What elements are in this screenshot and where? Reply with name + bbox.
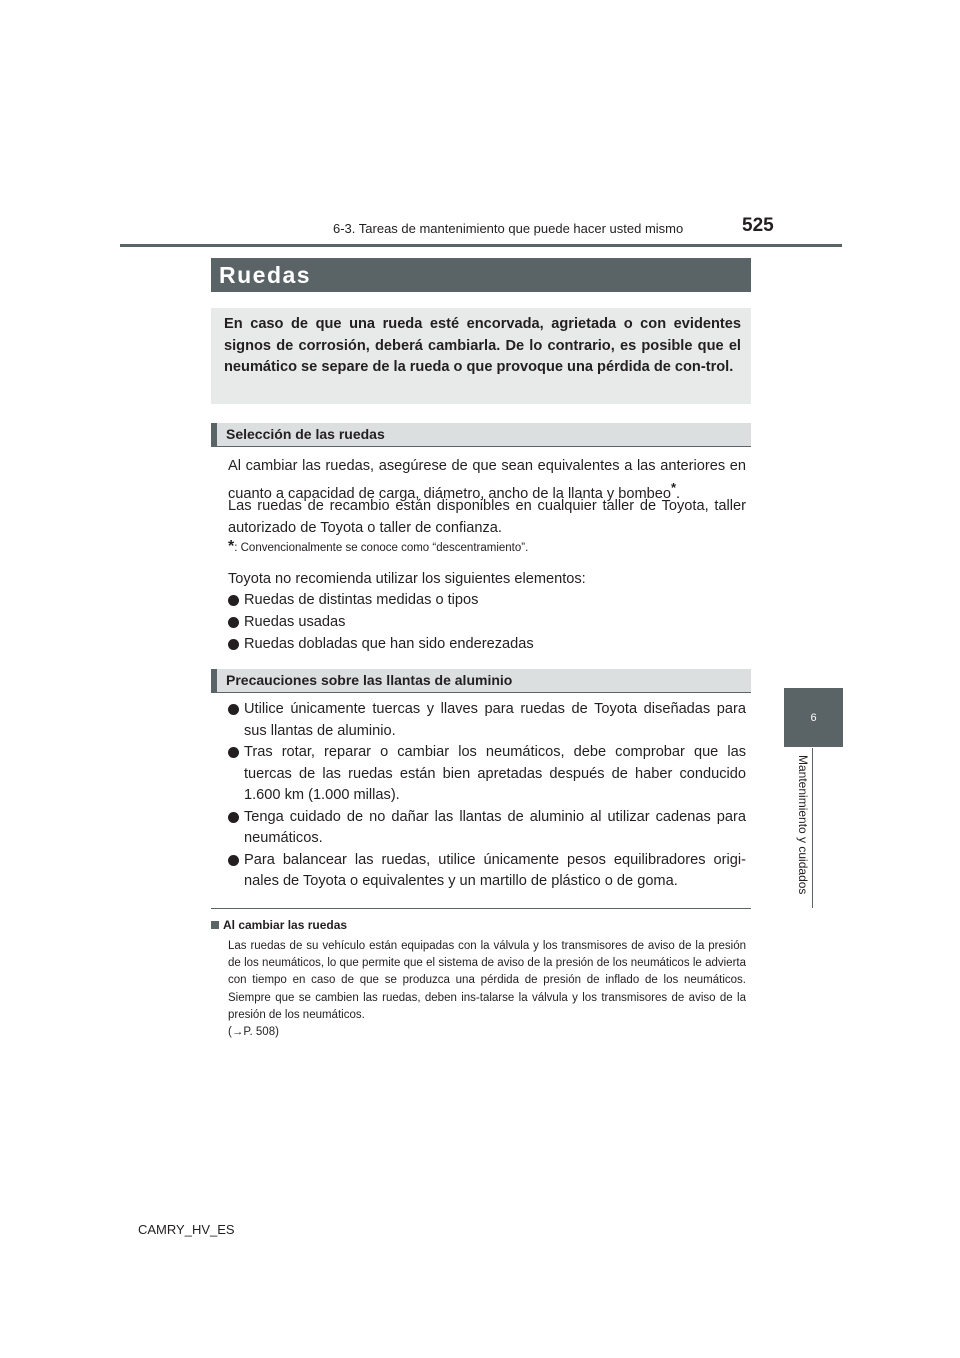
footnote-asterisk: *	[228, 538, 235, 555]
list-item-text: Para balancear las ruedas, utilice únicamente pesos equilibradores origi-nales de Toyota o equivalentes y un martillo de plástico o de goma.	[244, 851, 746, 889]
footer-model-code: CAMRY_HV_ES	[138, 1222, 235, 1237]
list-item-text: Tras rotar, reparar o cambiar los neumáticos, debe comprobar que las tuercas de las ruedas están bien apretadas después de haber conducido 1.600 km (1.000 millas).	[244, 744, 746, 803]
chapter-header: 6-3. Tareas de mantenimiento que puede hacer usted mismo	[333, 221, 684, 236]
note-title-text: Al cambiar las ruedas	[223, 918, 348, 932]
section-heading-wheel-selection	[211, 423, 751, 447]
footnote	[228, 538, 528, 556]
bullet-dot-icon	[228, 595, 239, 606]
page-number: 525	[742, 215, 774, 236]
section-heading-aluminum-precautions	[211, 669, 751, 693]
bullet-list-aluminum-precautions	[228, 699, 746, 893]
list-item	[228, 634, 746, 656]
list-item-text: Ruedas usadas	[244, 614, 346, 630]
list-item	[228, 590, 746, 612]
section-heading-text: Precauciones sobre las llantas de aluminio	[226, 672, 513, 688]
bullet-dot-icon	[228, 855, 239, 866]
intro-box	[211, 308, 751, 404]
bullet-dot-icon	[228, 812, 239, 823]
header-rule	[120, 244, 842, 247]
intro-text: En caso de que una rueda esté encorvada, agrietada o con evidentes signos de corrosión, deberá cambiarla. De lo contrario, es posible que el neumático se separe de la rueda o que provoque una pérdida de con-trol.	[224, 316, 741, 375]
square-bullet-icon	[211, 921, 219, 929]
footnote-text: : Convencionalmente se conoce como “descentramiento”.	[234, 542, 529, 554]
side-rule	[812, 748, 813, 908]
list-item	[228, 612, 746, 634]
asterisk-mark: *	[670, 480, 677, 495]
bullet-dot-icon	[228, 704, 239, 715]
paragraph-text: Al cambiar las ruedas, asegúrese de que sean equivalentes a las anteriores en cuanto a capacidad de carga, diámetro, ancho de la llanta y bombeo	[228, 458, 746, 502]
section-heading-text: Selección de las ruedas	[226, 426, 385, 442]
bullet-dot-icon	[228, 747, 239, 758]
list-item-text: Utilice únicamente tuercas y llaves para ruedas de Toyota diseñadas para sus llantas de aluminio.	[244, 701, 746, 739]
note-body	[228, 938, 746, 1041]
bullet-list-not-recommended	[228, 590, 746, 656]
paragraph-end: .	[676, 485, 681, 502]
list-item-text: Tenga cuidado de no dañar las llantas de aluminio al utilizar cadenas para neumáticos.	[244, 808, 746, 846]
chapter-tab-number: 6	[810, 711, 817, 724]
list-item	[228, 699, 746, 742]
bullet-dot-icon	[228, 617, 239, 628]
paragraph-replacement-availability: Las ruedas de recambio están disponibles en cualquier taller de Toyota, taller autorizado de Toyota o taller de confianza.	[228, 498, 746, 536]
page-title: Ruedas	[211, 258, 751, 292]
chapter-tab-label: Mantenimiento y cuidados	[796, 755, 810, 895]
paragraph-not-recommended: Toyota no recomienda utilizar los siguientes elementos:	[228, 571, 586, 587]
note-text: Las ruedas de su vehículo están equipadas con la válvula y los transmisores de aviso de la presión de los neumáticos, lo que permite que el sistema de aviso de la presión de los neumáticos le advierta con tiempo en caso de que se produzca una pérdida de presión de inflado de los neumáticos. Siempre que se cambien las ruedas, deben ins-talarse la válvula y los transmisores de aviso de la presión de los neumáticos.	[228, 940, 746, 1021]
page-reference-link[interactable]: (→P. 508)	[228, 1026, 279, 1039]
list-item-text: Ruedas dobladas que han sido enderezadas	[244, 636, 534, 652]
chapter-tab[interactable]	[784, 688, 843, 747]
section-divider	[211, 908, 751, 909]
list-item	[228, 742, 746, 807]
note-title	[211, 918, 347, 932]
list-item	[228, 807, 746, 850]
bullet-dot-icon	[228, 639, 239, 650]
list-item	[228, 850, 746, 893]
list-item-text: Ruedas de distintas medidas o tipos	[244, 592, 479, 608]
